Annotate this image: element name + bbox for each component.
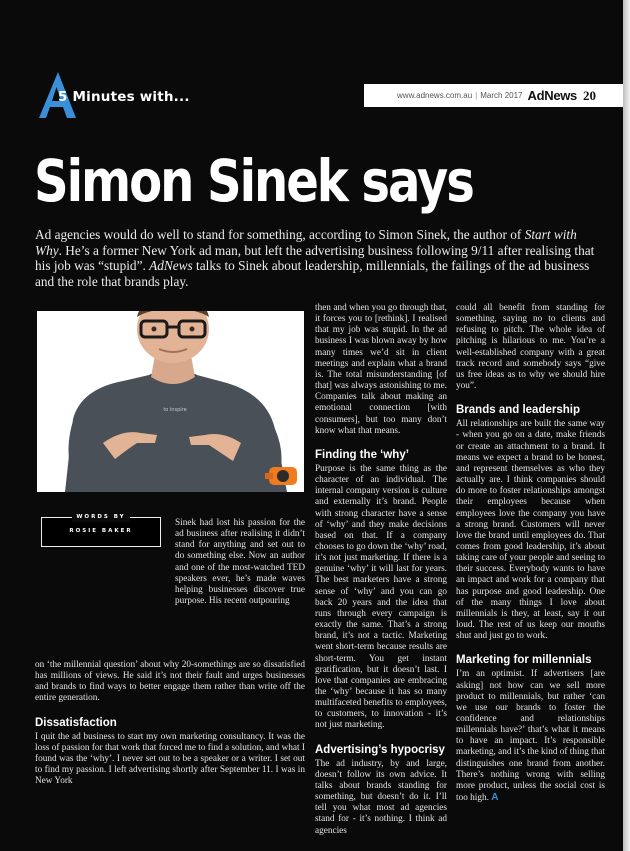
folio-brand: AdNews: [527, 88, 577, 103]
folio-date: March 2017: [480, 91, 523, 100]
article-column-1: [35, 660, 305, 787]
folio-bar: [364, 84, 623, 107]
subhead-finding-why: Finding the ‘why’: [315, 448, 409, 461]
section-title: 5 Minutes with...: [58, 89, 190, 105]
paragraph-marketing-millennials: I’m an optimist. If advertisers [are asking] not how can we sell more product to millennials, but rather ‘can we use our brands to foster the confidence and relationships millennials have?’ that’s what it means to have an impact. It’s responsible marketing, and it’s the kind of thing that distinguishes one brand from another. There’s nothing wrong with selling more product, unless the social cost is too high. A: [456, 669, 606, 804]
svg-text:to inspire: to inspire: [163, 407, 187, 413]
paragraph-finding-why: Purpose is the same thing as the character of an individual. The internal company version is culture and externally it’s brand. People with strong character have a sense of ‘why’ and they make decisions based on that. If a company chooses to go down the ‘why’ road, it’s not just marketing. If there is a genuine ‘why’ it will last for years. The best marketers have a strong sense of ‘why’ and you can go back 20 years and the idea that runs through every campaign is exactly the same. That’s a strong brand, it’s not a tactic. Marketing went short-term because results are short-term. You get instant gratification, but it doesn’t last. I love that companies are embracing the ‘why’ because it has so many multifaceted benefits to employees, to customers, to innovation - it’s not just marketing.: [315, 463, 447, 731]
subhead-brands-leadership: Brands and leadership: [456, 404, 580, 417]
intro-paragraph-b: on ‘the millennial question’ about why 20-somethings are so dissatisfied has millions of views. He said it’s not their fault and urges businesses and brands to find ways to better engage them rather than write off the entire generation.: [35, 660, 305, 704]
paragraph-dissatisfaction: I quit the ad business to start my own marketing consultancy. It was the loss of passion for that work that forced me to find a solution, and what I found was the ‘why’. I never set out to be a speaker or a writer. I set out to find my passion. I left advertising shortly after September 11. I was in New York: [35, 731, 305, 787]
paragraph-col3-top: could all benefit from standing for something, saying no to clients and refusing to pitch. The whole idea of pitching is hilarious to me. You’re a well-established company with a great track record and somebody says “give us free ideas as to why we should hire you”.: [456, 303, 605, 392]
subhead-marketing-millennials: Marketing for millennials: [456, 654, 592, 667]
article-column-3: [456, 303, 605, 804]
section-logo: [38, 70, 198, 118]
byline-name: ROSIE BAKER: [69, 528, 133, 534]
article-intro-a: [175, 518, 305, 607]
standfirst: Ad agencies would do well to stand for something, according to Simon Sinek, the author of Start with Why. He’s a former New York ad man, but left the advertising business following 9/11 after realising that his job was “stupid”. AdNews talks to Sinek about leadership, millennials, the failings of the ad business and the role that brands play.: [35, 227, 595, 289]
portrait-photo: [37, 311, 304, 492]
subhead-dissatisfaction: Dissatisfaction: [35, 716, 117, 729]
subhead-advertising-hypocrisy: Advertising’s hypocrisy: [315, 743, 445, 756]
paragraph-col2-top: then and when you go through that, it forces you to [rethink]. I realised that my job was stupid. In the ad business I was blown away by how many times we’d sit in client meetings and explain what a brand is. The total misunderstanding [of that] was always astonishing to me. Companies talk about making an emotional connection [with consumers], but too many don’t know what that means.: [315, 303, 447, 436]
paragraph-brands-leadership: All relationships are built the same way - when you go on a date, make friends or create an attachment to a brand. It means we expect a brand to be honest, and represent themselves as who they actually are. I think companies should do more to foster relationships amongst their employees because when employees love the company you have a strong brand. Customers will never love the brand until employees do. That comes from good leadership, it’s about taking care of your people and seeing to their success. Everybody wants to have an impact and work for a company that has purpose and good leadership. One of the many things I love about millennials is they, at least, say it out loud. The rest of us keep our mouths shut and just go to work.: [456, 419, 605, 642]
portrait-illustration: [37, 311, 304, 492]
page-edge-shadow: [623, 0, 630, 851]
headline: Simon Sinek says: [34, 147, 473, 215]
end-of-article-mark: A: [491, 792, 499, 804]
byline-box: [41, 514, 161, 547]
paragraph-advertising-hypocrisy: The ad industry, by and large, doesn’t follow its own advice. It talks about brands standing for something, but doesn’t do it. I’ll tell you what most ad agencies stand for - it’s nothing. I think ad agencies: [315, 758, 447, 836]
page-number: 20: [583, 87, 596, 103]
folio-separator: |: [475, 91, 478, 100]
intro-paragraph-a: Sinek had lost his passion for the ad business after realising it didn’t stand for anything and set out to do something else. Now an author and one of the most-watched TED speakers ever, he’s made waves helping businesses discover true purpose. His recent outpouring: [175, 518, 305, 607]
folio-url: www.adnews.com.au: [397, 91, 473, 100]
byline-label: WORDS BY: [72, 513, 129, 522]
article-column-2: [315, 303, 447, 837]
